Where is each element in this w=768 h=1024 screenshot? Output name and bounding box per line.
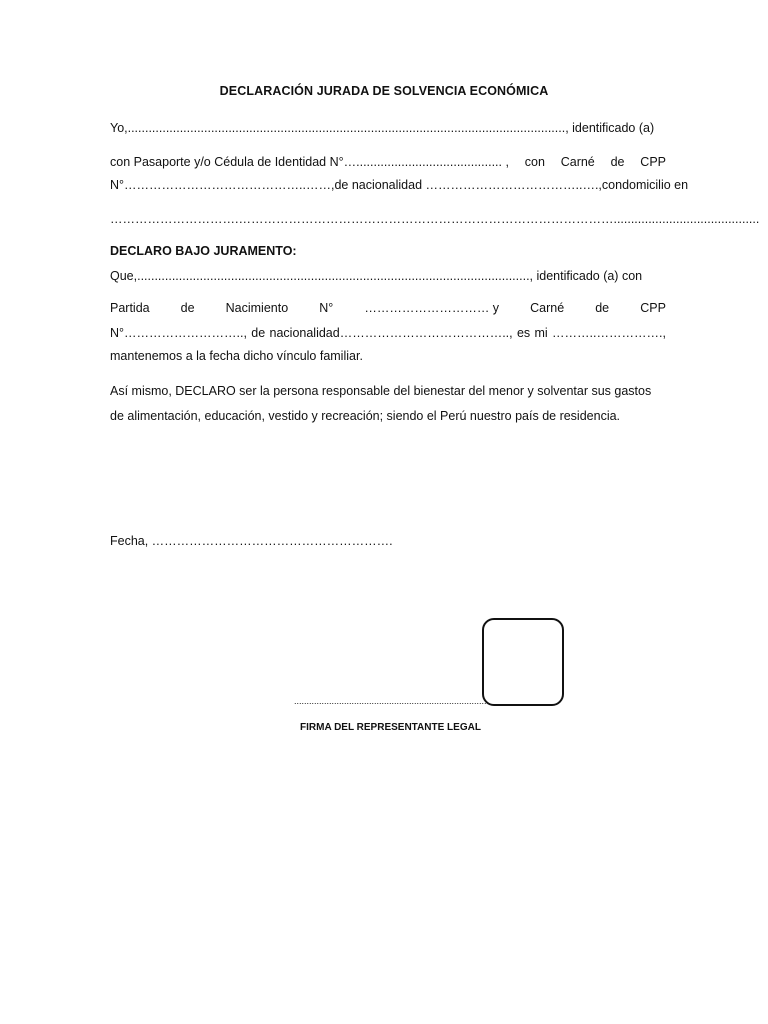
text-es: es: [516, 326, 531, 340]
signature-label: FIRMA DEL REPRESENTANTE LEGAL: [300, 722, 481, 733]
text-nacimiento: Nacimiento: [225, 301, 289, 315]
text-domicilio: domicilio en: [622, 178, 689, 192]
text-numero: N°……………………………………..……,: [110, 178, 335, 192]
line-vinculo: [110, 325, 666, 341]
text-de: de: [251, 326, 266, 340]
text-de: de: [610, 155, 625, 169]
fecha-line: Fecha, ………………………………………………….: [110, 534, 393, 548]
text-mi: mi: [534, 326, 548, 340]
paragraph-asimismo-1: Así mismo, DECLARO ser la persona responsable del bienestar del menor y solventar sus gastos: [110, 384, 652, 398]
paragraph-asimismo-2: de alimentación, educación, vestido y recreación; siendo el Perú nuestro país de residencia.: [110, 409, 621, 423]
line-que: Que,................................................................................................................., identificado (a) con: [110, 269, 643, 283]
heading-declaro: DECLARO BAJO JURAMENTO:: [110, 244, 297, 258]
line-nacionalidad: [110, 177, 689, 193]
text-partida: Partida: [110, 301, 150, 315]
text-n: N°: [319, 301, 334, 315]
text-nacionalidad: de nacionalidad ………………………………..….,: [334, 178, 602, 192]
fingerprint-box: [482, 618, 564, 706]
text-pasaporte: con Pasaporte y/o Cédula de Identidad N°….......................................... ,: [110, 155, 509, 169]
line-yo: Yo,.............................................................................................................................., identificado (a): [110, 121, 655, 135]
line-partida: [110, 300, 666, 316]
text-carne: Carné: [560, 155, 595, 169]
signature-line: ..............................................................................: [294, 696, 490, 706]
text-nacionalidad: nacionalidad…………………………………..,: [269, 326, 513, 340]
line-domicilio-dots: ………………………….………………………………………………………………………………..........................................: [110, 212, 760, 226]
document-title: DECLARACIÓN JURADA DE SOLVENCIA ECONÓMICA: [219, 84, 549, 98]
text-cpp: CPP: [640, 301, 666, 315]
text-cpp: CPP: [640, 155, 666, 169]
text-de: de: [595, 301, 610, 315]
text-de: de: [180, 301, 195, 315]
text-carne: Carné: [530, 301, 565, 315]
text-con: con: [524, 155, 545, 169]
line-mantenemos: mantenemos a la fecha dicho vínculo familiar.: [110, 349, 363, 363]
text-numero: N°………………………..,: [110, 326, 247, 340]
text-dots: ………..…………….,: [552, 326, 666, 340]
text-con: con: [601, 178, 623, 192]
line-pasaporte: [110, 154, 666, 170]
text-dots-y: ………………………… y: [364, 301, 500, 315]
